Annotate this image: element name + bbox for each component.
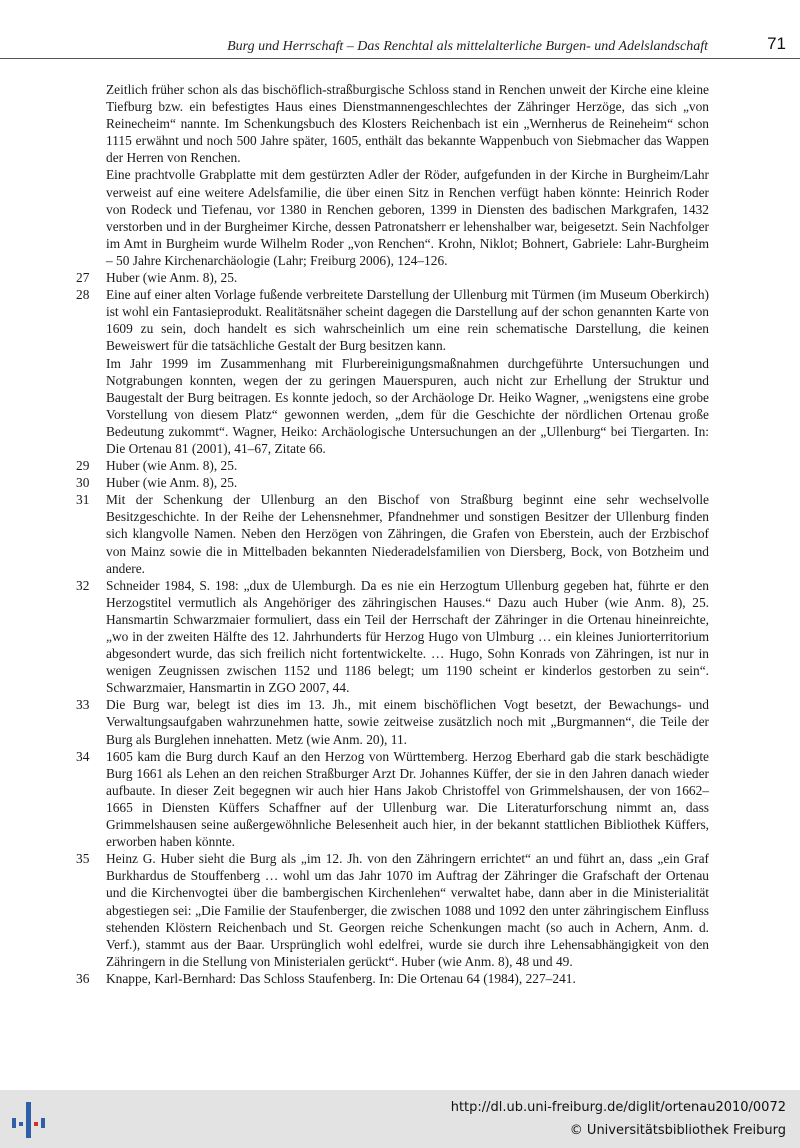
logo-bar (41, 1118, 45, 1128)
note-paragraph: Huber (wie Anm. 8), 25. (106, 270, 238, 286)
note-paragraph: Im Jahr 1999 im Zusammenhang mit Flurbereinigungsmaßnahmen durchgeführte Untersuchungen und Notgrabungen konnten, wegen der zu geringen Mauerspuren, auch nicht zur Erhellung der Struktur und Baugestalt der Burg beitragen. Es konnte jedoch, so der Archäologe Dr. Heiko Wagner, „wenigstens eine grobe Vorstellung von diesem Platz“ gewonnen werden, „dem für die Geschichte der nördlichen Ortenau große Bedeutung zukommt“. Wagner, Heiko: Archäologische Untersuchungen an der „Ullenburg“ bei Tiergarten. In: Die Ortenau 81 (2001), 41–67, Zitate 66. (106, 355, 709, 456)
source-url-link[interactable]: http://dl.ub.uni-freiburg.de/diglit/ortenau2010/0072 (450, 1100, 786, 1115)
note-body (106, 970, 709, 987)
note-paragraph: Schneider 1984, S. 198: „dux de Ulemburgh. Da es nie ein Herzogtum Ullenburg gegeben hat, führte er den Herzogstitel vermutlich als Angehöriger des zähringischen Hauses.“ Dazu auch Huber (wie Anm. 8), 25. Hansmartin Schwarzmaier formuliert, dass ein Teil der Herrschaft der Zähringer in die Ortenau hineinreichte, „wo in der zweiten Hälfte des 12. Jahrhunderts für Herzog Hugo von Ulmburg … ein kleines Juniorterritorium abgesondert wurde, das sich freilich nicht fortentwickelte. … Hugo, Sohn Konrads von Zähringen, ist nur in wenigen Zeugnissen zwischen 1152 und 1186 belegt; um 1190 scheint er kinderlos gestorben zu sein“. Schwarzmaier, Hansmartin in ZGO 2007, 44. (106, 577, 709, 696)
note-number: 32 (76, 577, 90, 593)
note-paragraph: Heinz G. Huber sieht die Burg als „im 12. Jh. von den Zähringern errichtet“ an und führt an, dass „ein Graf Burkhardus de Stouffenberg … wohl um das Jahr 1070 im Auftrag der Zähringer die Grafschaft der Ortenau und die Kirchenvogtei über die bambergischen Kirchenlehen“ verwaltet habe, dann aber in die Ministerialität abgestiegen sei: „Die Familie der Staufenberger, die zwischen 1088 und 1092 den unter zähringischem Einfluss stehenden Klöstern Reichenbach und St. Georgen reiche Schenkungen macht (so auch in Achern, Anm. d. Verf.), stammt aus der Baar. Ursprünglich wohl edelfrei, wurde sie durch ihre Lehensabhängigkeit von den Zähringern in die Stellung von Ministerialen gerückt“. Huber (wie Anm. 8), 48 und 49. (106, 851, 709, 969)
note-paragraph: 1605 kam die Burg durch Kauf an den Herzog von Württemberg. Herzog Eberhard gab die stark beschädigte Burg 1661 als Lehen an den reichen Straßburger Arzt Dr. Johannes Küffer, der sie in den Jahren danach wieder aufbaute. In dieser Zeit begegnen wir auch hier Hans Jakob Christoffel von Grimmelshausen, der von 1662–1665 in Diensten Küffers Schaffner auf der Ullenburg war. Die Literaturforschung nimmt an, dass Grimmelshausen seine außergewöhnliche Belesenheit auch hier, in der bekannt stattlichen Bibliothek Küffers, erworben haben könnte. (106, 748, 709, 850)
note-body (106, 748, 709, 851)
note-27 (76, 269, 709, 286)
header-rule (0, 58, 800, 59)
note-continuation (76, 81, 709, 269)
note-body (106, 850, 709, 970)
copyright-text: © Universitätsbibliothek Freiburg (569, 1123, 786, 1138)
note-number: 30 (76, 475, 90, 491)
note-28 (76, 286, 709, 457)
note-paragraph: Die Burg war, belegt ist dies im 13. Jh., mit einem bischöflichen Vogt besetzt, der Bewachungs- und Verwaltungsaufgaben wahrzunehmen hatte, sowie zeitweise zusätzlich noch mit „Burgmannen“, die Teile der Burg als Burglehen innehatten. Metz (wie Anm. 20), 11. (106, 697, 709, 747)
logo-bar (34, 1122, 38, 1126)
note-number: 29 (76, 458, 90, 474)
note-32 (76, 577, 709, 697)
note-number: 27 (76, 270, 90, 286)
note-35 (76, 850, 709, 970)
logo-bar (19, 1122, 23, 1126)
note-paragraph: Zeitlich früher schon als das bischöflich-straßburgische Schloss stand in Renchen unweit der Kirche eine kleine Tiefburg bzw. ein befestigtes Haus eines Dienstmannengeschlechtes der Zähringer Herzöge, das sich „von Reinecheim“ nannte. Im Schenkungsbuch des Klosters Reichenbach ist ein „Wernherus de Reineheim“ schon 1115 erwähnt und noch 500 Jahre später, 1605, enthält das bekannte Wappenbuch von Siebmacher das Wappen der Herren von Renchen. (106, 82, 709, 166)
ub-freiburg-logo-icon (8, 1098, 52, 1142)
page-number: 71 (767, 34, 786, 53)
note-body (106, 696, 709, 747)
note-number (76, 81, 106, 269)
running-title: Burg und Herrschaft – Das Renchtal als mittelalterliche Burgen- und Adelslandschaft (227, 39, 708, 54)
note-number: 35 (76, 851, 90, 867)
note-number: 28 (76, 287, 90, 303)
note-paragraph: Eine auf einer alten Vorlage fußende verbreitete Darstellung der Ullenburg mit Türmen (im Museum Oberkirch) ist wohl ein Fantasieprodukt. Realitätsnäher scheint dagegen die Darstellung auf der schon genannten Karte von 1609 zu sein, doch handelt es sich wahrscheinlich um eine rein schematische Darstellung, die keinen Beweiswert für die tatsächliche Gestalt der Burg besitzen kann. (106, 287, 709, 354)
logo-bar (12, 1118, 16, 1128)
note-body (106, 81, 709, 269)
note-31 (76, 491, 709, 576)
footnotes-body (76, 81, 709, 987)
note-paragraph: Knappe, Karl-Bernhard: Das Schloss Staufenberg. In: Die Ortenau 64 (1984), 227–241. (106, 970, 576, 986)
note-body (106, 491, 709, 576)
note-number: 33 (76, 697, 90, 713)
note-paragraph: Mit der Schenkung der Ullenburg an den Bischof von Straßburg beginnt eine sehr wechselvolle Besitzgeschichte. In der Reihe der Lehensnehmer, Pfandnehmer und sonstigen Besitzer der Ullenburg finden sich klangvolle Namen. Neben den Herzögen von Zähringen, die Grafen von Eberstein, auch der Erzbischof von Mainz sowie die in Mittelbaden bekannten Niederadelsfamilien von Diersberg, Bock, von Botzheim und andere. (106, 492, 709, 576)
note-body (106, 269, 709, 286)
note-29 (76, 457, 709, 474)
note-paragraph: Huber (wie Anm. 8), 25. (106, 475, 238, 491)
note-34 (76, 748, 709, 851)
note-body (106, 457, 709, 474)
library-footer (0, 1090, 800, 1148)
note-paragraph: Huber (wie Anm. 8), 25. (106, 458, 238, 474)
note-body (106, 577, 709, 697)
note-body (106, 286, 709, 457)
note-30 (76, 474, 709, 491)
page-header (0, 0, 800, 60)
note-36 (76, 970, 709, 987)
note-33 (76, 696, 709, 747)
note-number: 34 (76, 748, 90, 764)
note-paragraph: Eine prachtvolle Grabplatte mit dem gestürzten Adler der Röder, aufgefunden in der Kirche in Burgheim/Lahr verweist auf eine weitere Adelsfamilie, die über einen Sitz in Renchen verfügt haben könnte: Heinrich Roder von Rodeck und Tiefenau, vor 1380 in Renchen geboren, 1399 in Diensten des badischen Markgrafen, 1432 verstorben und in der Burgheimer Kirche, dessen Patronatsherr er lehenshalber war, beigesetzt. Sein Nachfolger im Amt in Burgheim wurde Wilhelm Roder „von Renchen“. Krohn, Niklot; Bohnert, Gabriele: Lahr-Burgheim – 50 Jahre Kirchenarchäologie (Lahr; Freiburg 2006), 124–126. (106, 167, 709, 268)
note-number: 31 (76, 492, 90, 508)
note-number: 36 (76, 970, 90, 986)
note-body (106, 474, 709, 491)
logo-bar (26, 1102, 31, 1138)
